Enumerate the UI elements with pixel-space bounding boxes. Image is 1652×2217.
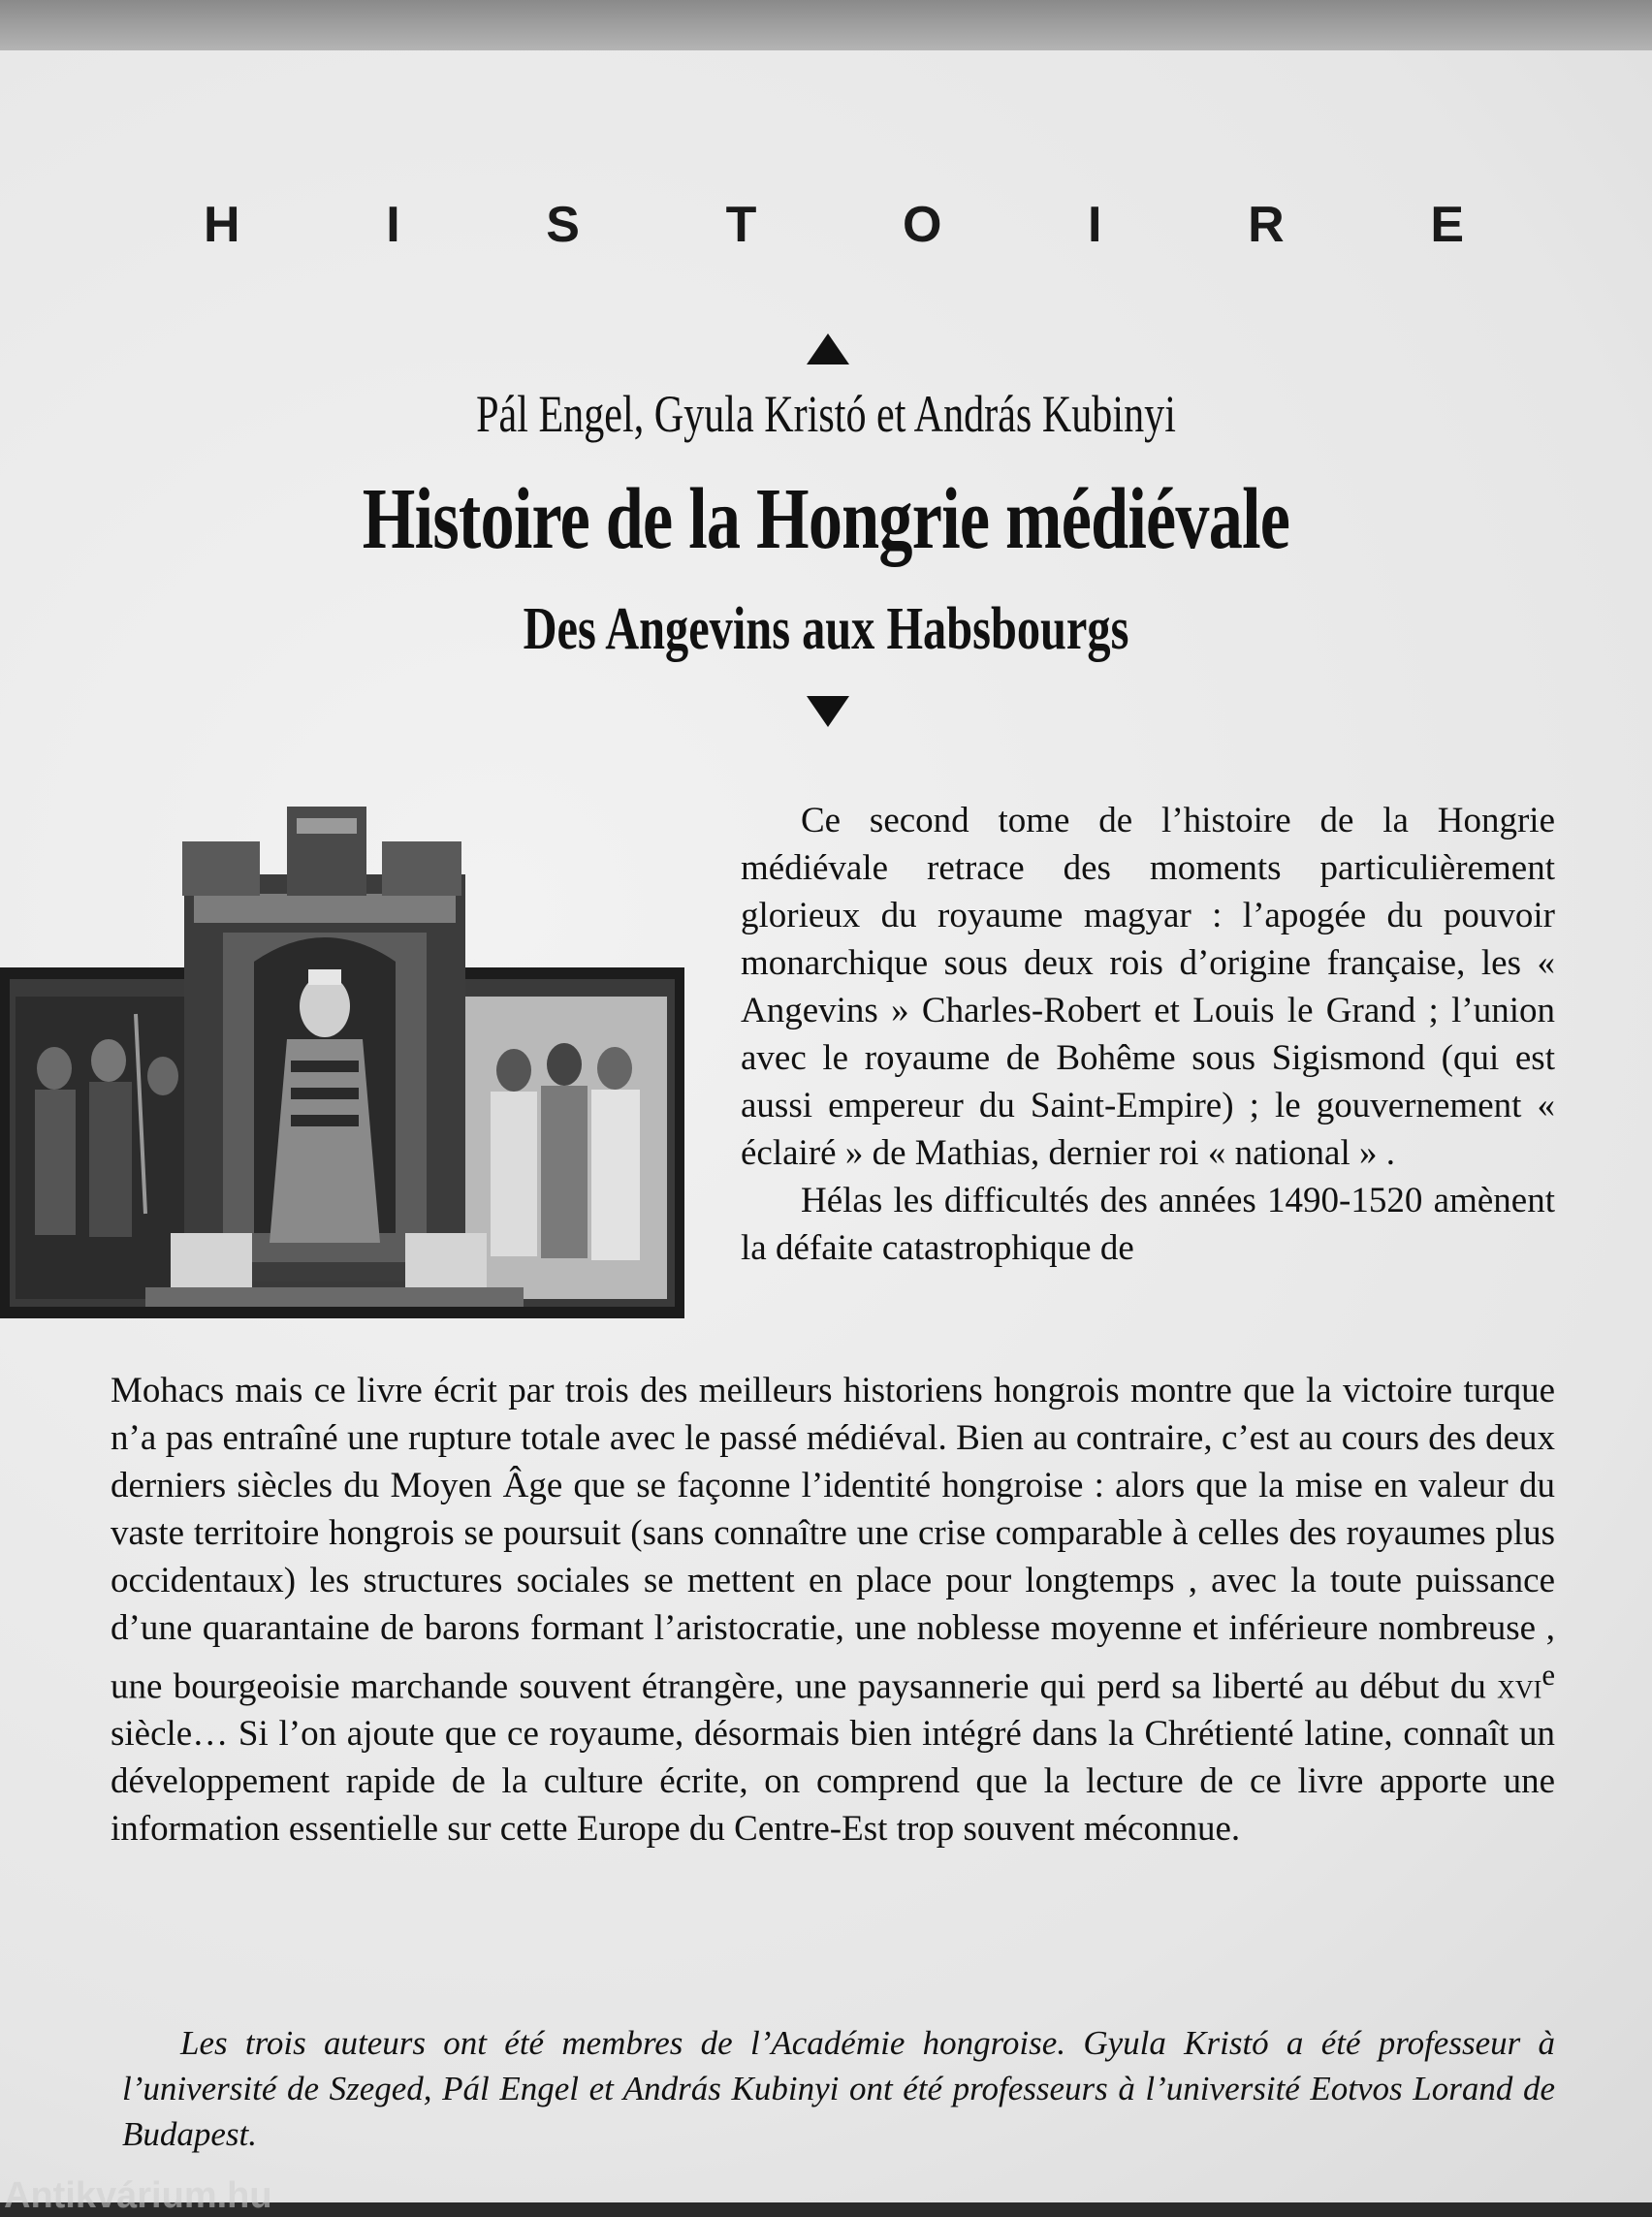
series-letter: T (725, 197, 757, 253)
series-letter: E (1430, 197, 1464, 253)
paragraph-2-start: Hélas les difficultés des années 1490-1520 amènent la défaite catastrophique de (741, 1181, 1555, 1268)
bio-text: Les trois auteurs ont été membres de l’Académie hongroise. Gyula Kristó a été professeur à l’université de Szeged, Pál Engel et András Kubinyi ont été professeurs à l’université Eotvos Lorand de Budapest. (122, 2024, 1555, 2153)
paragraph-2-body-b: siècle… Si l’on ajoute que ce royaume, désormais bien intégré dans la Chrétienté latine, connaît un développement rapide de la culture écrite, on comprend que la lecture de ce livre apporte une information essentielle sur cette Europe du Centre-Est trop souvent méconnue. (111, 1714, 1555, 1850)
century-suffix: e (1541, 1659, 1555, 1692)
paragraph-1: Ce second tome de l’histoire de la Hongrie médiévale retrace des moments particulièrement glorieux du royaume magyar : l’apogée du pouvoir monarchique sous deux rois d’origine française, les « Angevins » Charles-Robert et Louis le Grand ; l’union avec le royaume de Bohême sous Sigismond (qui est aussi empereur du Saint-Empire) ; le gouvernement « éclairé » de Mathias, dernier roi « national » . (741, 801, 1555, 1173)
background-band (0, 0, 1652, 56)
series-title (204, 196, 1464, 254)
series-letter: R (1248, 197, 1285, 253)
series-letter: O (902, 197, 942, 253)
authors-bio (122, 2020, 1555, 2157)
medieval-miniature-illustration (0, 807, 688, 1318)
triangle-up-icon (807, 333, 849, 364)
series-letter: I (1088, 197, 1102, 253)
series-letter: I (386, 197, 400, 253)
description-full-width (111, 1367, 1555, 1853)
description-column (741, 797, 1555, 1272)
paragraph-2-body-a: Mohacs mais ce livre écrit par trois des meilleurs historiens hongrois montre que la victoire turque n’a pas entraîné une rupture totale avec le passé médiéval. Bien au contraire, c’est au cours des deux derniers siècles du Moyen Âge que se façonne l’identité hongroise : alors que la mise en valeur du vaste territoire hongrois se poursuit (sans connaître une crise comparable à celles des royaumes plus occidentaux) les structures sociales se mettent en place pour longtemps , avec la toute puissance d’une quarantaine de barons formant l’aristocratie, une noblesse moyenne et inférieure nombreuse , une bourgeoisie marchande souvent étrangère, une paysannerie qui perd sa liberté au début du (111, 1371, 1555, 1707)
triangle-down-icon (807, 696, 849, 727)
watermark: Antikvárium.hu (4, 2175, 272, 2216)
book-title: Histoire de la Hongrie médiévale (362, 471, 1290, 567)
series-letter: S (546, 197, 580, 253)
series-letter: H (204, 197, 240, 253)
book-subtitle: Des Angevins aux Habsbourgs (523, 596, 1129, 662)
paragraph-2-body (111, 1367, 1555, 1853)
book-back-cover (0, 50, 1652, 2202)
century-numeral: xvi (1497, 1666, 1542, 1707)
authors: Pál Engel, Gyula Kristó et András Kubinyi (476, 385, 1176, 443)
